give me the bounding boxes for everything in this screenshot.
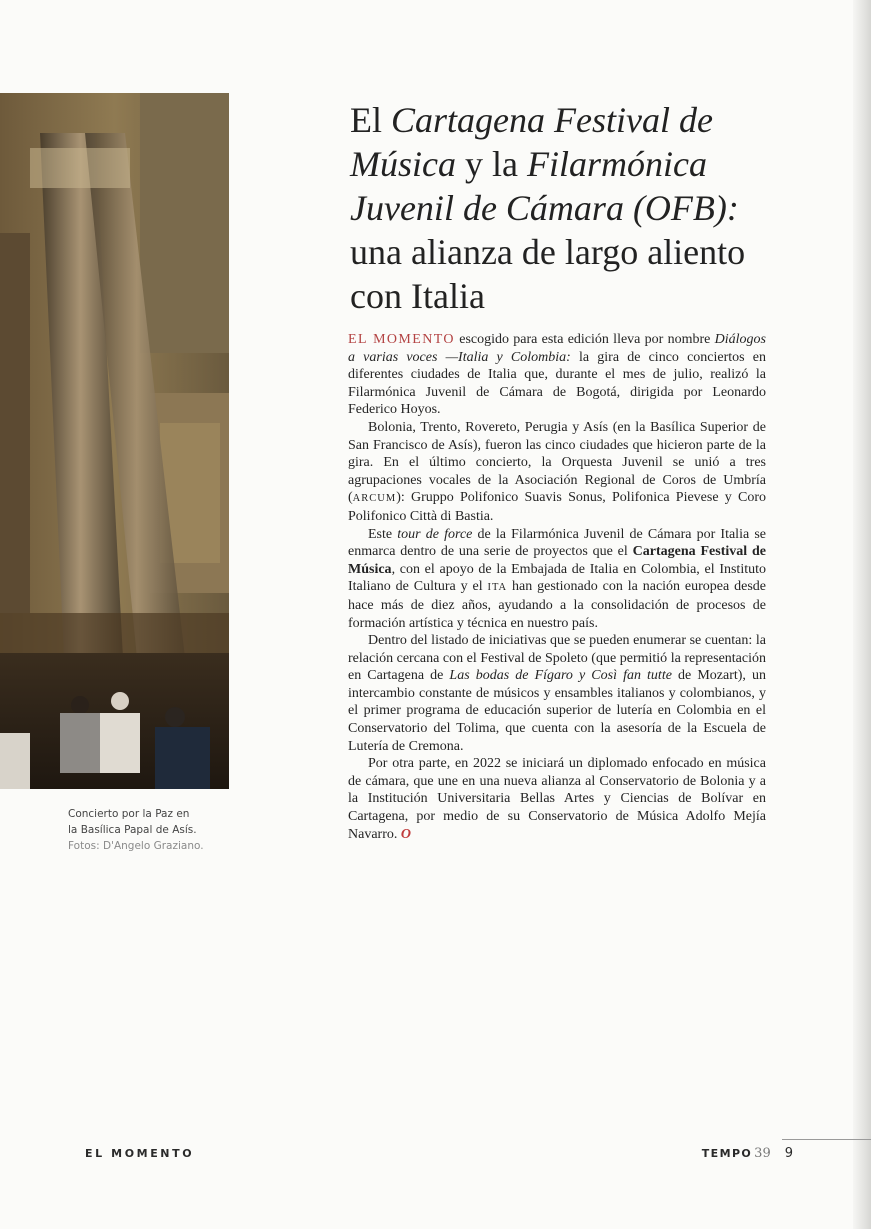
title-italic-text: Filarmónica (526, 144, 707, 184)
footer-rule (782, 1139, 871, 1140)
text-run: Dentro del listado de iniciativas que se pueden enumerar se cuentan: la relación cercana con el Festival de Spoleto (que permitió la representación en Cartagena de (348, 633, 766, 684)
text-run: de Mozart), un intercambio constante de músicos y ensambles italianos y colombianos, y el primer programa de educación superior de lutería en Colombia en el Conservatorio del Tolima, que cuenta con la asesoría de la Escuela de Lutería de Cremona. (348, 668, 766, 754)
text-run: han gestionado con la nación europea desde hace más de diez años, ayudando a la consolidación de procesos de formación artística y técnica en nuestro país. (348, 579, 766, 631)
paragraph-5 (348, 755, 766, 843)
caption-line: Concierto por la Paz en (68, 808, 190, 820)
title-italic-text: Música (350, 144, 456, 184)
text-run: Por otra parte, en 2022 se iniciará un diplomado enfocado en música de cámara, que une en una nueva alianza al Conservatorio de Bolonia y a la Institución Universitaria Bellas Artes y Ciencias de Bolívar en Cartagena, por medio de su Conservatorio de Música Adolfo Mejía Navarro. (348, 756, 766, 842)
footer-folio (702, 1146, 793, 1161)
italic-run: tour de force (397, 526, 473, 542)
issue-number: 39 (754, 1146, 771, 1161)
paragraph-2 (348, 419, 766, 526)
photo-credit: Fotos: D'Angelo Graziano. (68, 840, 204, 852)
text-run: Bolonia, Trento, Rovereto, Perugia y Asís (en la Basílica Superior de San Francisco de Asís), fueron las cinco ciudades que hicieron parte de la gira. En el último concierto, la Orquesta Juvenil se unió a tres agrupaciones vocales de la Asociación Regional de Coros de Umbría ( (348, 419, 766, 506)
text-run: , con el apoyo de la Embajada de Italia en Colombia, el Instituto Italiano de Cultura y el (348, 561, 766, 595)
footer-section-name: EL MOMENTO (85, 1147, 195, 1160)
title-text: una alianza de largo aliento (350, 232, 746, 272)
page-number: 9 (784, 1146, 793, 1161)
paragraph-4 (348, 632, 766, 755)
text-run: la gira de cinco conciertos en diferentes ciudades de Italia que, durante el mes de julio, realizó la Filarmónica Juvenil de Cámara de Bogotá, dirigida por Leonardo Federico Hoyos. (348, 349, 766, 418)
title-text: El (350, 100, 391, 140)
text-run: de la Filarmónica Juvenil de Cámara por Italia se enmarca dentro de una serie de proyectos que el (348, 526, 766, 560)
text-run: Este (368, 526, 398, 542)
title-text: y la (455, 144, 527, 184)
italic-run: Diálogos a varias voces —Italia y Colombia: (348, 332, 766, 365)
photo-caption (68, 806, 238, 854)
paragraph-1 (348, 331, 766, 419)
title-italic-text: Juvenil de Cámara (OFB): (350, 188, 739, 228)
lead-in: EL MOMENTO (348, 332, 455, 347)
page-spine-shadow (853, 0, 871, 1229)
end-mark-icon: O (400, 826, 411, 842)
article-title (350, 98, 790, 318)
text-run: ): Gruppo Polifonico Suavis Sonus, Polifonica Pievese y Coro Polifonico Città di Bastia. (348, 490, 766, 524)
magazine-name: TEMPO (701, 1147, 753, 1160)
basilica-concert-photo (0, 93, 229, 789)
text-run: escogido para esta edición lleva por nombre (454, 332, 715, 347)
title-italic-text: Cartagena Festival de (391, 100, 713, 140)
paragraph-3 (348, 526, 766, 633)
article-body (348, 331, 766, 843)
italic-run: Las bodas de Fígaro y Così fan tutte (449, 668, 672, 684)
caption-line: la Basílica Papal de Asís. (68, 824, 197, 836)
smallcaps-run: ARCUM (352, 493, 397, 505)
smallcaps-run: ITA (487, 582, 508, 594)
title-text: con Italia (350, 276, 485, 316)
bold-run: Cartagena Festival de Música (348, 544, 766, 577)
